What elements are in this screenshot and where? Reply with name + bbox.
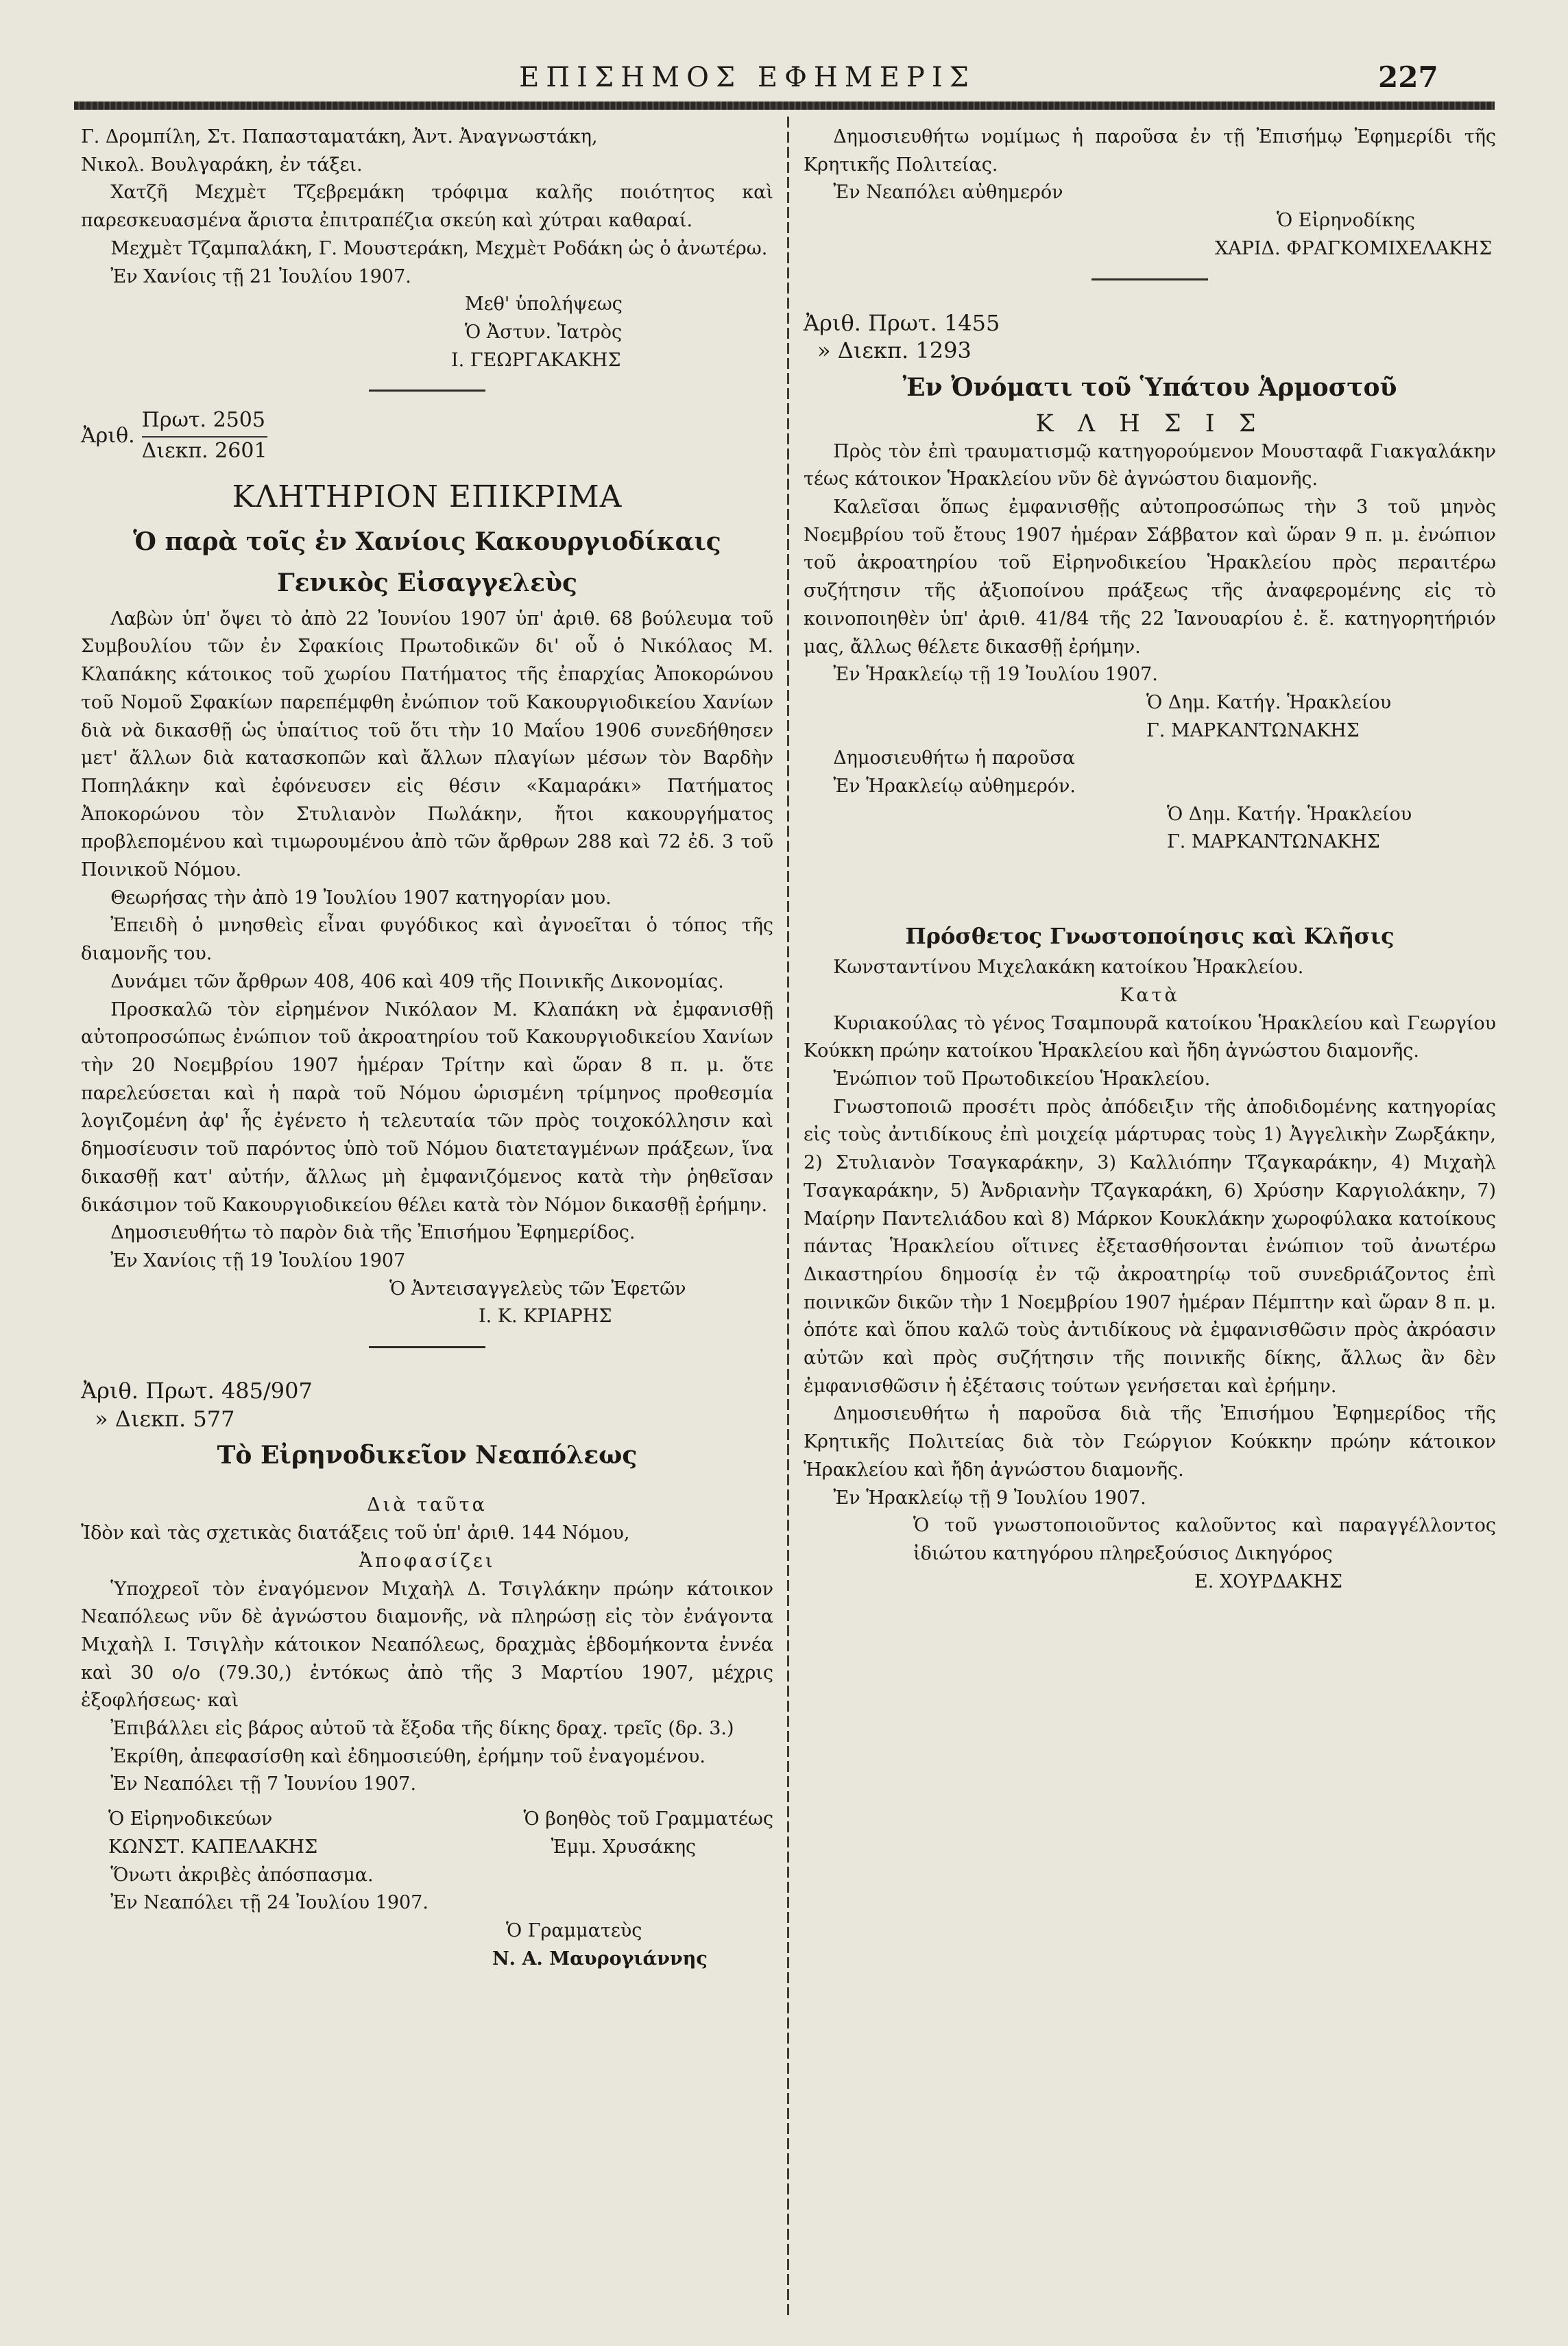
separator [1091,278,1208,280]
reference-dispatch: » Διεκπ. 577 [95,1405,235,1432]
signature-line: Ὁ τοῦ γνωστοποιοῦντος καλοῦντος καὶ παραγγέλλοντος ἰδιώτου κατηγόρου πληρεξούσιος Δικηγόρος [913,1515,1496,1564]
paragraph: Δημοσιευθήτω νομίμως ἡ παροῦσα ἐν τῇ Ἐπισήμῳ Ἐφημερίδι τῆς Κρητικῆς Πολιτείας. [804,126,1496,176]
right-column [804,123,1496,1596]
separator [369,1346,485,1348]
intro-line: Νικολ. Βουλγαράκη, ἐν τάξει. [81,154,363,176]
paragraph: Ἐν Ἡρακλείῳ τῇ 19 Ἰουλίου 1907. [833,664,1158,686]
section-label: Διὰ ταῦτα [367,1494,487,1516]
paragraph: Δημοσιευθήτω τὸ παρὸν διὰ τῆς Ἐπισήμου Ἐφημερίδος. [110,1222,636,1244]
paragraph: Πρὸς τὸν ἐπὶ τραυματισμῷ κατηγορούμενον Μουσταφᾶ Γιακγαλάκην τέως κάτοικον Ἡρακλείου νῦν δὲ ἀγνώστου διαμονῆς. [804,440,1496,490]
signature-line: Ὁ Δημ. Κατήγ. Ἡρακλείου [1146,691,1392,713]
reference-protocol: Ἀριθ. Πρωτ. 1455 [804,309,1000,336]
paragraph: Δυνάμει τῶν ἄρθρων 408, 406 καὶ 409 τῆς Ποινικῆς Δικονομίας. [110,970,724,992]
signature-name: Γ. ΜΑΡΚΑΝΤΩΝΑΚΗΣ [1146,719,1360,741]
paragraph: Κυριακούλας τὸ γένος Τσαμπουρᾶ κατοίκου Ἡρακλείου καὶ Γεωργίου Κούκκη πρώην κατοίκου Ἡρακλείου καὶ ἤδη ἀγνώστου διαμονῆς. [804,1012,1496,1062]
reference-dispatch: Διεκπ. 2601 [141,439,267,464]
column-divider [787,117,789,2318]
intro-line: Χατζῆ Μεχμὲτ Τζεβρεμάκη τρόφιμα καλῆς ποιότητος καὶ παρεσκευασμένα ἄριστα ἐπιτραπέζια σκεύη καὶ χύτραι καθαραί. [81,182,773,232]
paragraph: Καλεῖσαι ὅπως ἐμφανισθῇς αὐτοπροσώπως τὴν 3 τοῦ μηνὸς Νοεμβρίου τοῦ ἔτους 1907 ἡμέραν Σάββατον καὶ ὥραν 9 π. μ. ἐνώπιον τοῦ ἀκροατηρίου τοῦ Εἰρηνοδικείου Ἡρακλείου πρὸς περαιτέρω συζήτησιν τῆς ἀξιοποίνου πράξεως τῆς ἀναφερομένης εἰς τὸ κοινοποιηθὲν ὑπ' ἀριθ. 41/84 τῆς 22 Ἰανουαρίου ἐ. ἔ. κατηγορητήριόν μας, ἄλλως θέλετε δικασθῇ ἐρήμην. [804,496,1496,658]
paragraph: Προσκαλῶ τὸν εἰρημένον Νικόλαον Μ. Κλαπάκη νὰ ἐμφανισθῇ αὐτοπροσώπως ἐνώπιον τοῦ ἀκροατηρίου τοῦ Κακουργιοδικείου Χανίων τὴν 20 Νοεμβρίου 1907 ἡμέραν Τρίτην καὶ ὥραν 8 π. μ. ὅτε παρελεύσεται καὶ ἡ παρὰ τοῦ Νόμου ὡρισμένη τρίμηνος προθεσμία λογιζομένη ἀφ' ἧς ἐγένετο ἡ τελευταία τῶν πρὸς τοιχοκόλλησιν καὶ δημοσίευσιν τοῦ παρόντος ὑπὸ τοῦ Νόμου διατεταγμένων πράξεων, ἵνα δικασθῇ κατ' αὐτήν, ἄλλως μὴ ἐμφανιζόμενος κατὰ τὴν ῥηθεῖσαν δικάσιμον τοῦ Κακουργιοδικείου θέλει κατὰ τὸν Νόμον δικασθῇ ἐρήμην. [81,998,773,1216]
paragraph: Ἐνώπιον τοῦ Πρωτοδικείου Ἡρακλείου. [833,1068,1211,1090]
section-label: Κατὰ [1120,984,1180,1006]
paragraph: Ἐν Νεαπόλει τῇ 24 Ἰουλίου 1907. [110,1892,429,1914]
notice-subtitle: Ὁ παρὰ τοῖς ἐν Χανίοις Κακουργιοδίκαις [133,527,721,556]
signature-line: Ὁ βοηθὸς τοῦ Γραμματέως [523,1808,773,1830]
paragraph: Ἐν Χανίοις τῇ 19 Ἰουλίου 1907 [110,1249,406,1271]
signature-name: Γ. ΜΑΡΚΑΝΤΩΝΑΚΗΣ [1167,831,1380,853]
intro-line: Μεχμὲτ Τζαμπαλάκη, Γ. Μουστεράκη, Μεχμὲτ Ροδάκη ὡς ὁ ἀνωτέρω. [110,237,768,259]
intro-line: Γ. Δρομπίλη, Στ. Παπασταματάκη, Ἀντ. Ἀναγνωστάκη, [81,126,598,147]
signature-name: Ι. ΓΕΩΡΓΑΚΑΚΗΣ [451,349,621,371]
signature-name: Ἐμμ. Χρυσάκης [551,1836,697,1858]
notice-title: Πρόσθετος Γνωστοποίησις καὶ Κλῆσις [905,923,1395,950]
paragraph: Ὑποχρεοῖ τὸν ἐναγόμενον Μιχαὴλ Δ. Τσιγλάκην πρώην κάτοικον Νεαπόλεως νῦν δὲ ἀγνώστου διαμονῆς, νὰ πληρώσῃ εἰς τὸν ἐνάγοντα Μιχαὴλ Ι. Τσιγλὴν κάτοικον Νεαπόλεως, δραχμὰς ἑβδομήκοντα ἐννέα καὶ 30 ο/ο (79.30,) ἐντόκως ἀπὸ τῆς 3 Μαρτίου 1907, μέχρις ἐξοφλήσεως· καὶ [81,1578,773,1712]
reference-lead: Ἀριθ. [81,423,135,448]
reference-number-block [81,407,773,465]
paragraph: Δημοσιευθήτω ἡ παροῦσα διὰ τῆς Ἐπισήμου Ἐφημερίδος τῆς Κρητικῆς Πολιτείας διὰ τὸν Γεώργιον Κούκκην πρώην κάτοικον Ἡρακλείου καὶ ἤδη ἀγνώστου διαμονῆς. [804,1403,1496,1481]
paragraph: Ἐκρίθη, ἀπεφασίσθη καὶ ἐδημοσιεύθη, ἐρήμην τοῦ ἐναγομένου. [110,1745,705,1767]
header-rule [74,101,1495,110]
paragraph: Ἐν Ἡρακλείῳ αὐθημερόν. [833,776,1076,798]
paragraph: Ἐν Νεαπόλει τῇ 7 Ἰουνίου 1907. [110,1773,417,1795]
paragraph: Ὅνωτι ἀκριβὲς ἀπόσπασμα. [110,1864,374,1886]
notice-title: Ἐν Ὀνόματι τοῦ Ὑπάτου Ἁρμοστοῦ [902,372,1397,402]
paragraph: Ἰδὸν καὶ τὰς σχετικὰς διατάξεις τοῦ ὑπ' ἀριθ. 144 Νόμου, [81,1522,630,1544]
notice-subtitle: Γενικὸς Εἰσαγγελεὺς [277,568,577,597]
intro-line: Ἐν Χανίοις τῇ 21 Ἰουλίου 1907. [110,265,411,287]
separator [369,390,485,392]
signature-line: Ὁ Ἀντεισαγγελεὺς τῶν Ἐφετῶν [389,1278,686,1300]
paragraph: Ἐν Νεαπόλει αὐθημερόν [833,182,1063,204]
paragraph: Ἐπιβάλλει εἰς βάρος αὐτοῦ τὰ ἔξοδα τῆς δίκης δραχ. τρεῖς (δρ. 3.) [110,1718,734,1740]
paragraph: Γνωστοποιῶ προσέτι πρὸς ἀπόδειξιν τῆς ἀποδιδομένης κατηγορίας εἰς τοὺς ἀντιδίκους ἐπὶ μοιχείᾳ μάρτυρας τοὺς 1) Ἀγγελικὴν Ζωρξάκην, 2) Στυλιανὸν Τσαγκαράκην, 3) Καλλιόπην Τζαγκαράκην, 4) Μιχαὴλ Τσαγκαράκην, 5) Ἀνδριανὴν Τζαγκαράκη, 6) Χρύσην Καργιολάκην, 7) Μαίρην Παντελιάδου καὶ 8) Μάρκον Κουκλάκην χωροφύλακα κατοίκους πάντας Ἡρακλείου οἵτινες ἐξετασθήσονται ἐνώπιον τοῦ ἀνωτέρω Δικαστηρίου δημοσίᾳ ἐν τῷ ἀκροατηρίῳ τοῦ συνεδριάζοντος ἐπὶ ποινικῶν δικῶν τὴν 1 Νοεμβρίου 1907 ἡμέραν Πέμπτην καὶ ὥραν 8 π. μ. ὁπότε καὶ ὅπου καλῶ τοὺς ἀντιδίκους νὰ ἐμφανισθῶσιν πρὸς ἀκρόασιν αὐτῶν καὶ πρὸς συζήτησιν τῆς ποινικῆς δίκης, ἄλλως ἂν δὲν ἐμφανισθῶσιν ἡ ἐξέτασις τούτων γενήσεται καὶ ἐρήμην. [804,1096,1496,1397]
signature-name: ΚΩΝΣΤ. ΚΑΠΕΛΑΚΗΣ [108,1836,318,1858]
signature-line: Ὁ Εἰρηνοδίκης [1277,210,1415,232]
notice-title: ΚΛΗΤΗΡΙΟΝ ΕΠΙΚΡΙΜΑ [232,479,623,514]
page-number: 227 [1378,60,1438,94]
paragraph: Λαβὼν ὑπ' ὄψει τὸ ἀπὸ 22 Ἰουνίου 1907 ὑπ' ἀριθ. 68 βούλευμα τοῦ Συμβουλίου τῶν ἐν Σφακίοις Πρωτοδικῶν δι' οὗ ὁ Νικόλαος Μ. Κλαπάκης κάτοικος τοῦ χωρίου Πατήματος τῆς ἐπαρχίας Ἀποκορώνου τοῦ Νομοῦ Σφακίων παρεπέμφθη ἐνώπιον τοῦ Κακουργιοδικείου Χανίων διὰ νὰ δικασθῇ ὡς ὑπαίτιος τοῦ ὅτι τὴν 10 Μαΐου 1906 συνεδήθησεν μετ' ἄλλων διὰ κατασκοπῶν καὶ ἄλλων πλαγίων μέσων τὸν Βαρδὴν Ποπηλάκην καὶ ἐφόνευσεν εἰς θέσιν «Καμαράκι» Πατήματος Ἀποκορώνου τὸν Στυλιανὸν Πωλάκην, ἤτοι κακουργήματος προβλεπομένου καὶ τιμωρουμένου ἀπὸ τῶν ἄρθρων 288 καὶ 72 ἐδ. 3 τοῦ Ποινικοῦ Νόμου. [81,608,773,881]
left-column [81,123,773,1973]
notice-subtitle: Κ Λ Η Σ Ι Σ [1035,409,1264,438]
signature-line: Ὁ Γραμματεὺς [506,1919,642,1941]
paragraph: Δημοσιευθήτω ἡ παροῦσα [833,747,1075,769]
signature-name: Ε. ΧΟΥΡΔΑΚΗΣ [1194,1570,1343,1592]
paragraph: Κωνσταντίνου Μιχελακάκη κατοίκου Ἡρακλείου. [833,957,1304,979]
signature-name: Ι. Κ. ΚΡΙΑΡΗΣ [479,1306,612,1328]
section-label: Ἀποφασίζει [359,1550,496,1572]
signature-line: Ὁ Δημ. Κατήγ. Ἡρακλείου [1167,803,1412,825]
signature-line: Μεθ' ὑπολήψεως [465,294,623,315]
paragraph: Θεωρήσας τὴν ἀπὸ 19 Ἰουλίου 1907 κατηγορίαν μου. [110,887,612,909]
signature-name: Ν. Α. Μαυρογιάννης [492,1948,708,1970]
signature-line: Ὁ Ἀστυν. Ἰατρὸς [465,321,623,343]
signature-line: Ὁ Εἰρηνοδικεύων [108,1808,273,1830]
reference-dispatch: » Διεκπ. 1293 [817,337,972,364]
notice-title: Τὸ Εἰρηνοδικεῖον Νεαπόλεως [217,1441,638,1470]
reference-protocol: Ἀριθ. Πρωτ. 485/907 [81,1378,313,1404]
signature-name: ΧΑΡΙΔ. ΦΡΑΓΚΟΜΙΧΕΛΑΚΗΣ [1215,237,1493,259]
paragraph: Ἐν Ἡρακλείῳ τῇ 9 Ἰουλίου 1907. [833,1487,1146,1509]
reference-protocol: Πρωτ. 2505 [142,407,267,438]
paragraph: Ἐπειδὴ ὁ μνησθεὶς εἶναι φυγόδικος καὶ ἀγνοεῖται ὁ τόπος τῆς διαμονῆς του. [81,915,773,965]
page-header-title: ΕΠΙΣΗΜΟΣ ΕΦΗΜΕΡΙΣ [519,62,976,93]
